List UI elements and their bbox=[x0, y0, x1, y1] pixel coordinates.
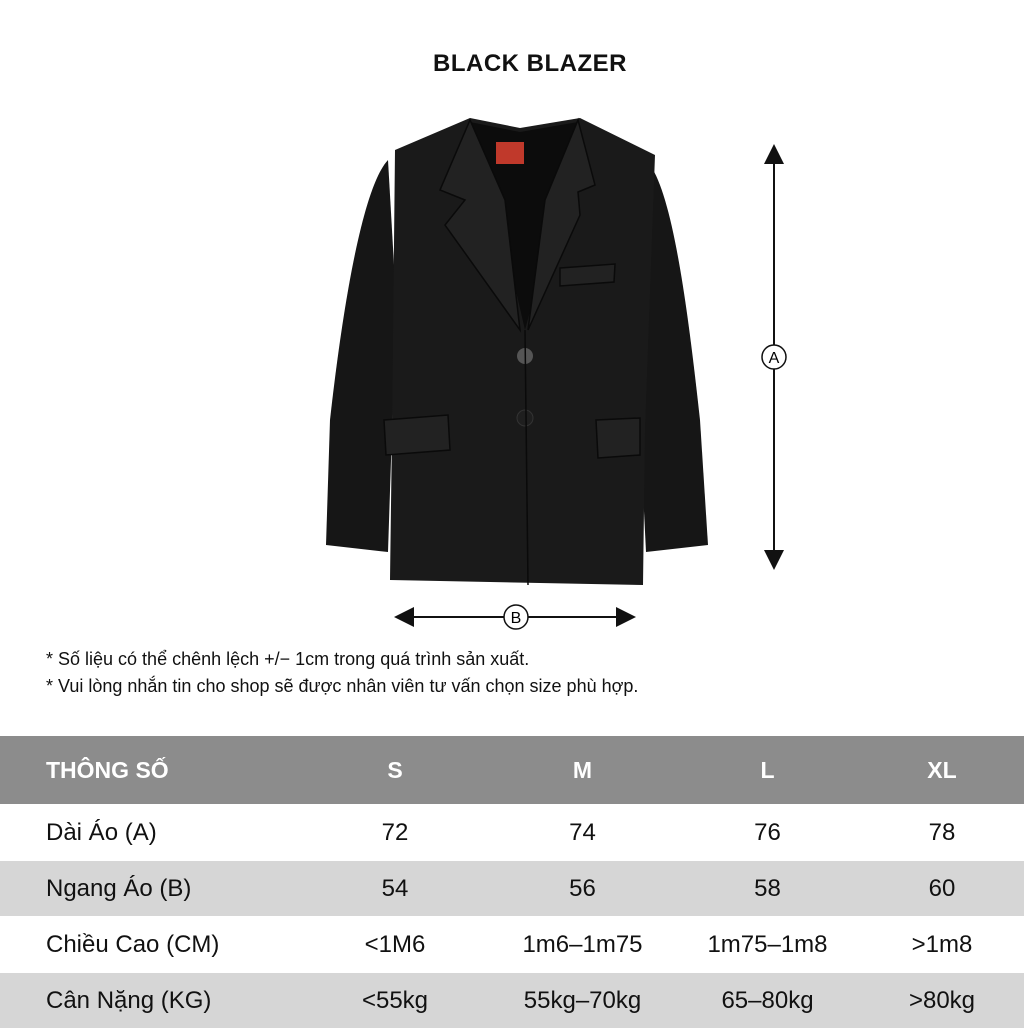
table-cell: 65–80kg bbox=[721, 986, 814, 1014]
row-label: Dài Áo (A) bbox=[46, 818, 157, 846]
note-contact: * Vui lòng nhắn tin cho shop sẽ được nhân viên tư vấn chọn size phù hợp. bbox=[46, 676, 639, 696]
table-row bbox=[0, 861, 1024, 917]
table-row bbox=[0, 917, 1024, 973]
table-row bbox=[0, 805, 1024, 861]
dimension-b-arrow bbox=[398, 605, 632, 629]
table-cell: >80kg bbox=[908, 986, 976, 1014]
blazer-image bbox=[326, 118, 708, 585]
table-cell: 1m75–1m8 bbox=[707, 930, 828, 958]
note-tolerance: * Số liệu có thể chênh lệch +/− 1cm trong quá trình sản xuất. bbox=[46, 649, 530, 669]
table-cell: 58 bbox=[754, 874, 781, 902]
table-cell: 60 bbox=[928, 874, 956, 902]
size-table bbox=[0, 736, 1024, 1029]
table-cell: >1m8 bbox=[911, 930, 973, 958]
table-cell: 1m6–1m75 bbox=[522, 930, 643, 958]
dimension-a-label: A bbox=[768, 350, 780, 367]
product-title: BLACK BLAZER bbox=[433, 50, 627, 77]
dimension-b-label: B bbox=[510, 610, 522, 627]
header-size-l: L bbox=[760, 756, 775, 783]
table-cell: 74 bbox=[569, 818, 596, 846]
table-cell: 55kg–70kg bbox=[523, 986, 642, 1014]
header-spec: THÔNG SỐ bbox=[46, 756, 169, 783]
dimension-a-arrow bbox=[762, 148, 786, 566]
header-size-s: S bbox=[387, 756, 403, 783]
table-cell: <1M6 bbox=[364, 930, 426, 958]
row-label: Chiều Cao (CM) bbox=[46, 930, 220, 958]
table-header-row bbox=[0, 736, 1024, 805]
table-cell: 78 bbox=[928, 818, 956, 846]
row-label: Ngang Áo (B) bbox=[46, 874, 192, 902]
table-cell: 54 bbox=[381, 874, 409, 902]
row-label: Cân Nặng (KG) bbox=[46, 986, 212, 1014]
table-row bbox=[0, 973, 1024, 1029]
header-size-m: M bbox=[572, 756, 593, 783]
header-size-xl: XL bbox=[927, 756, 957, 783]
table-cell: 72 bbox=[381, 818, 409, 846]
notes bbox=[46, 646, 638, 700]
table-cell: 76 bbox=[754, 818, 781, 846]
table-cell: 56 bbox=[569, 874, 596, 902]
table-cell: <55kg bbox=[361, 986, 429, 1014]
